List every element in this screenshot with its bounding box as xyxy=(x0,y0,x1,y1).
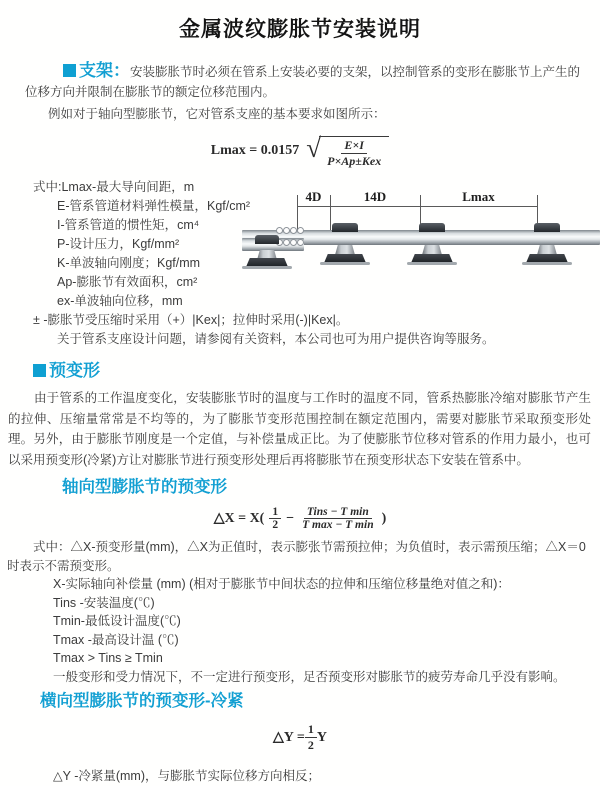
definition-line: P-设计压力，Kgf/mm² xyxy=(57,237,180,251)
sqrt-body xyxy=(319,136,389,169)
support-intro-paragraph xyxy=(25,61,586,102)
predeform-paragraph: 由于管系的工作温度变化，安装膨胀节时的温度与工作时的温度不同，管系热膨胀冷缩对膨胀节产生的拉伸、压缩量常常是不均等的，为了膨胀节变形范围控制在额定范围内，需要对膨胀节采取预变形处理。另外，由于膨胀节刚度是一个定值，与补偿量成正比。为了使膨胀节位移对管系的作用力最小，也可以采用预变形(冷紧)方让对膨胀节进行预变形处理后再将膨胀节在预变形状态下安装在管系中。 xyxy=(8,391,591,467)
section-marker-square-icon xyxy=(33,364,46,377)
one-half-fraction xyxy=(305,722,317,753)
right-paren: ) xyxy=(381,510,387,526)
fraction-numerator: 1 xyxy=(269,506,281,519)
plusminus-note: ± -膨胀节受压缩时采用（+）|Kex|；拉伸时采用(-)|Kex|。 xyxy=(33,313,349,327)
predeform-heading-wrap xyxy=(33,361,100,380)
axial-note: Tmin-最低设计温度(℃) xyxy=(53,614,181,628)
dimension-tick xyxy=(297,195,298,230)
bellows-coil-icon xyxy=(283,239,290,246)
lmax-formula xyxy=(0,133,600,169)
guide-support-plate xyxy=(320,262,370,265)
pipe-support-diagram xyxy=(242,190,600,278)
bellows-coil-icon xyxy=(290,239,297,246)
fraction-denominator: 2 xyxy=(307,738,314,752)
page-title: 金属波纹膨胀节安装说明 xyxy=(179,18,421,41)
where-line: 式中:Lmax-最大导向间距，m xyxy=(33,180,195,194)
axial-note: Tmax -最高设计温 (℃) xyxy=(53,632,179,647)
axial-subheading: 轴向型膨胀节的预变形 xyxy=(62,478,227,496)
bellows-coil-icon xyxy=(297,239,304,246)
guide-support-plate xyxy=(407,262,457,265)
definition-line: K-单波轴向刚度；Kgf/mm xyxy=(57,256,201,270)
lmax-fraction-numerator: E×I xyxy=(341,138,367,154)
axial-note: 式中：△X-预变形量(mm)，△X为正值时，表示膨张节需预拉伸；为负值时，表示需预压缩；△X＝0时表示不需预变形。 xyxy=(7,540,586,573)
predeform-section-heading xyxy=(33,361,600,382)
lateral-formula xyxy=(0,722,600,753)
dim-label-4d: 4D xyxy=(305,189,322,204)
temperature-fraction xyxy=(299,506,377,531)
dim-label-14d: 14D xyxy=(363,189,387,204)
fraction-denominator: 2 xyxy=(272,519,279,531)
lateral-formula-rhs: Y xyxy=(316,729,327,745)
lmax-fraction-denominator: P×Ap±Kex xyxy=(327,154,382,168)
definition-line: Ap-膨胀节有效面积，cm² xyxy=(57,275,198,289)
dim-label-lmax: Lmax xyxy=(462,189,495,204)
fraction-numerator: 1 xyxy=(305,722,317,738)
radical-sign: √ xyxy=(306,133,322,163)
predeform-heading-label: 预变形 xyxy=(49,361,100,380)
axial-note: Tins -安装温度(℃) xyxy=(53,595,155,610)
lmax-fraction xyxy=(324,138,384,169)
axial-note: Tmax > Tins ≥ Tmin xyxy=(53,651,163,665)
guide-support-plate xyxy=(522,262,572,265)
definition-line: I-管系管道的惯性矩，cm⁴ xyxy=(57,218,200,232)
bellows-coil-icon xyxy=(276,227,283,234)
support-heading-label: 支架： xyxy=(79,61,130,80)
lmax-formula-lhs: Lmax = 0.0157 xyxy=(210,143,300,158)
axial-formula-lhs: △X = X( xyxy=(213,511,265,526)
axial-note: 一般变形和受力情况下，不一定进行预变形，足否预变形对膨胀节的疲劳寿命几乎没有影响。 xyxy=(53,669,566,684)
guide-support-neck xyxy=(335,245,355,255)
axial-note: X-实际轴向补偿量 (mm) (相对于膨胀节中间状态的拉伸和压缩位移量绝对值之和)： xyxy=(53,577,510,591)
minus-sign: − xyxy=(286,510,295,526)
bellows-coil-icon xyxy=(290,227,297,234)
dimension-line xyxy=(297,206,537,207)
support-closing-note: 关于管系支座设计问题，请参阅有关资料，本公司也可为用户提供咨询等服务。 xyxy=(57,332,495,346)
anchor-support-plate xyxy=(242,266,292,269)
support-section-heading xyxy=(63,61,130,80)
section-marker-square-icon xyxy=(63,64,76,77)
bellows-coil-icon xyxy=(297,227,304,234)
lateral-formula-lhs: △Y = xyxy=(273,730,305,745)
bellows-coil-icon xyxy=(283,227,290,234)
sqrt-expression xyxy=(306,133,389,169)
definition-line: ex-单波轴向位移，mm xyxy=(57,294,183,308)
guide-support-neck xyxy=(537,245,557,255)
dimension-tick xyxy=(330,195,331,230)
fraction-numerator: Tins − T min xyxy=(304,506,372,519)
guide-support-clamp xyxy=(332,223,358,232)
fraction-denominator: T max − T min xyxy=(302,519,374,531)
anchor-support-clamp xyxy=(255,235,279,244)
axial-formula xyxy=(0,506,600,531)
guide-support-clamp xyxy=(419,223,445,232)
lateral-subheading: 横向型膨胀节的预变形-冷紧 xyxy=(40,692,244,710)
support-example-line: 例如对于轴向型膨胀节，它对管系支座的基本要求如图所示： xyxy=(48,107,386,121)
guide-support-neck xyxy=(422,245,442,255)
guide-support-clamp xyxy=(534,223,560,232)
one-half-fraction xyxy=(269,506,281,531)
definition-line: E-管系管道材料弹性模量，Kgf/cm² xyxy=(57,199,251,213)
support-intro-text: 安装膨胀节时必须在管系上安装必要的支架，以控制管系的变形在膨胀节上产生的位移方向并限制在膨胀节的额定位移范围内。 xyxy=(25,65,581,99)
lateral-note: △Y -冷紧量(mm)，与膨胀节实际位移方向相反； xyxy=(53,769,321,783)
